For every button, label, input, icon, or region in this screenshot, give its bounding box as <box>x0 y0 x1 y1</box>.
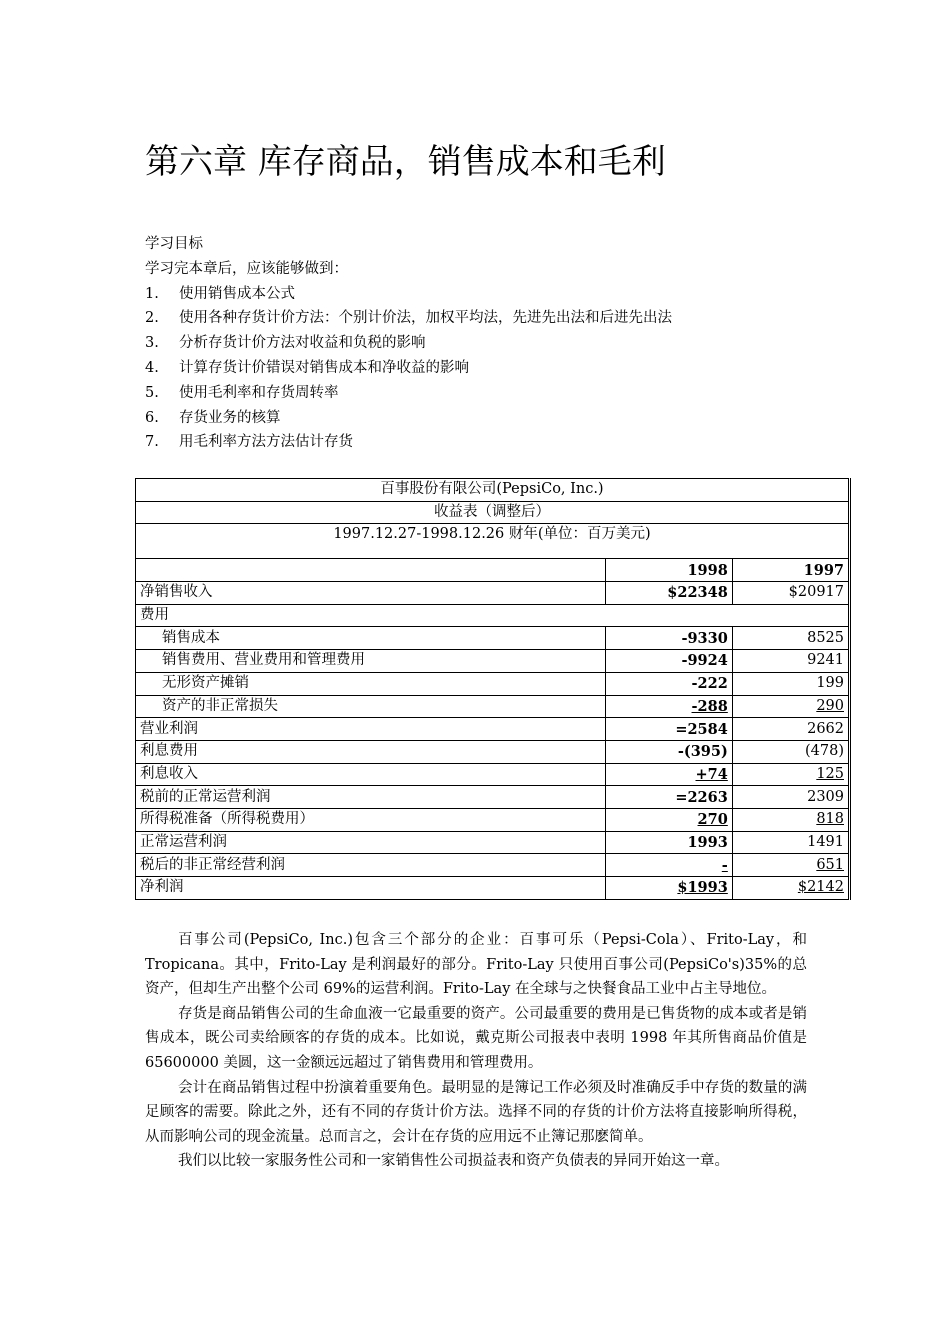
objective-number: 2. <box>145 310 159 327</box>
company-name: 百事股份有限公司(PepsiCo, Inc.) <box>136 479 850 502</box>
value-1998: - <box>721 856 728 874</box>
row-label: 销售费用、营业费用和管理费用 <box>136 650 606 673</box>
objective-item <box>145 282 672 307</box>
row-label: 正常运营利润 <box>136 831 606 854</box>
objective-number: 3. <box>145 335 159 352</box>
value-1998: 1993 <box>605 831 732 854</box>
row-label: 利息费用 <box>136 740 606 763</box>
paragraph: 存货是商品销售公司的生命血液一它最重要的资产。公司最重要的费用是已售货物的成本或者是销售成本，既公司卖给顾客的存货的成本。比如说，戴克斯公司报表中表明 1998 年其所售商品价值是 65600000 美圆，这一金额远远超过了销售费用和管理费用。 <box>145 1005 807 1071</box>
row-label: 营业利润 <box>136 718 606 741</box>
objective-number: 1. <box>145 285 159 302</box>
objectives-intro: 学习完本章后，应该能够做到： <box>145 260 348 277</box>
table-header-row <box>136 559 850 582</box>
row-label: 所得税准备（所得税费用） <box>136 808 606 831</box>
table-row <box>136 740 850 763</box>
value-1997: 125 <box>816 765 844 782</box>
table-row <box>136 672 850 695</box>
row-label: 无形资产摊销 <box>136 672 606 695</box>
value-1998: $1993 <box>677 879 728 897</box>
value-1997: (478) <box>732 740 849 763</box>
table-row <box>136 695 850 718</box>
objective-text: 使用毛利率和存货周转率 <box>179 384 339 401</box>
table-row <box>136 650 850 673</box>
objective-item <box>145 406 672 431</box>
value-1998: $22348 <box>605 582 732 605</box>
value-1997: 2662 <box>732 718 849 741</box>
objectives-heading: 学习目标 <box>145 236 203 252</box>
objective-item <box>145 306 672 331</box>
row-label: 税后的非正常经营利润 <box>136 854 606 877</box>
column-header-1997: 1997 <box>732 559 849 582</box>
objective-item <box>145 381 672 406</box>
row-label: 费用 <box>136 604 850 627</box>
objective-number: 4. <box>145 359 159 376</box>
income-statement-table <box>135 478 851 900</box>
chapter-title: 第六章 库存商品，销售成本和毛利 <box>145 142 666 182</box>
table-row <box>136 763 850 786</box>
objective-item <box>145 430 672 455</box>
paragraph: 会计在商品销售过程中扮演着重要角色。最明显的是簿记工作必须及时准确反手中存货的数量的满足顾客的需要。除此之外，还有不同的存货计价方法。选择不同的存货的计价方法将直接影响所得税，从而影响公司的现金流量。总而言之，会计在存货的应用远不止簿记那麽简单。 <box>145 1079 807 1145</box>
value-1998: -222 <box>605 672 732 695</box>
value-1998: =2263 <box>605 786 732 809</box>
row-label: 税前的正常运营利润 <box>136 786 606 809</box>
value-1997: 8525 <box>732 627 849 650</box>
value-1997: 290 <box>816 697 844 714</box>
objective-number: 7. <box>145 434 159 451</box>
table-row <box>136 718 850 741</box>
table-row <box>136 627 850 650</box>
table-row <box>136 582 850 605</box>
objective-item <box>145 356 672 381</box>
objective-number: 6. <box>145 409 159 426</box>
value-1997: 199 <box>732 672 849 695</box>
value-1997: 651 <box>816 856 844 873</box>
objective-text: 用毛利率方法方法估计存货 <box>179 434 353 451</box>
objective-text: 使用各种存货计价方法：个别计价法，加权平均法，先进先出法和后进先出法 <box>179 310 672 327</box>
value-1997: $20917 <box>732 582 849 605</box>
value-1998: -9924 <box>605 650 732 673</box>
row-label: 利息收入 <box>136 763 606 786</box>
value-1998: =2584 <box>605 718 732 741</box>
value-1997: $2142 <box>797 879 844 896</box>
table-row <box>136 854 850 877</box>
value-1997: 9241 <box>732 650 849 673</box>
paragraph: 我们以比较一家服务性公司和一家销售性公司损益表和资产负债表的异同开始这一章。 <box>178 1153 729 1170</box>
statement-name: 收益表（调整后） <box>136 501 850 524</box>
body-text <box>145 928 807 1174</box>
value-1997: 2309 <box>732 786 849 809</box>
row-label: 净利润 <box>136 877 606 900</box>
row-label: 销售成本 <box>136 627 606 650</box>
objective-text: 分析存货计价方法对收益和负税的影响 <box>179 335 426 352</box>
objective-text: 存货业务的核算 <box>179 409 281 426</box>
row-label: 资产的非正常损失 <box>136 695 606 718</box>
value-1998: +74 <box>695 765 728 783</box>
value-1997: 818 <box>816 811 844 828</box>
table-row <box>136 831 850 854</box>
objective-item <box>145 331 672 356</box>
table-row <box>136 786 850 809</box>
table-row <box>136 877 850 900</box>
row-label: 净销售收入 <box>136 582 606 605</box>
learning-objectives <box>145 232 672 455</box>
value-1998: -9330 <box>605 627 732 650</box>
table-row <box>136 808 850 831</box>
paragraph: 百事公司(PepsiCo, Inc.)包含三个部分的企业：百事可乐（Pepsi-Cola）、Frito-Lay，和Tropicana。其中，Frito-Lay 是利润最好的部分。Frito-Lay 只使用百事公司(PepsiCo's)35%的总资产，但却生产出整个公司 69%的运营利润。Frito-Lay 在全球与之快餐食品工业中占主导地位。 <box>145 932 807 998</box>
column-header-1998: 1998 <box>605 559 732 582</box>
value-1998: 270 <box>697 811 728 829</box>
value-1998: -(395) <box>605 740 732 763</box>
header-blank <box>136 559 606 582</box>
objectives-list <box>145 282 672 456</box>
objective-text: 使用销售成本公式 <box>179 285 295 302</box>
value-1998: -288 <box>691 697 728 715</box>
statement-period: 1997.12.27-1998.12.26 财年(单位：百万美元) <box>136 524 850 559</box>
table-row <box>136 604 850 627</box>
objective-number: 5. <box>145 384 159 401</box>
objective-text: 计算存货计价错误对销售成本和净收益的影响 <box>179 359 469 376</box>
value-1997: 1491 <box>732 831 849 854</box>
